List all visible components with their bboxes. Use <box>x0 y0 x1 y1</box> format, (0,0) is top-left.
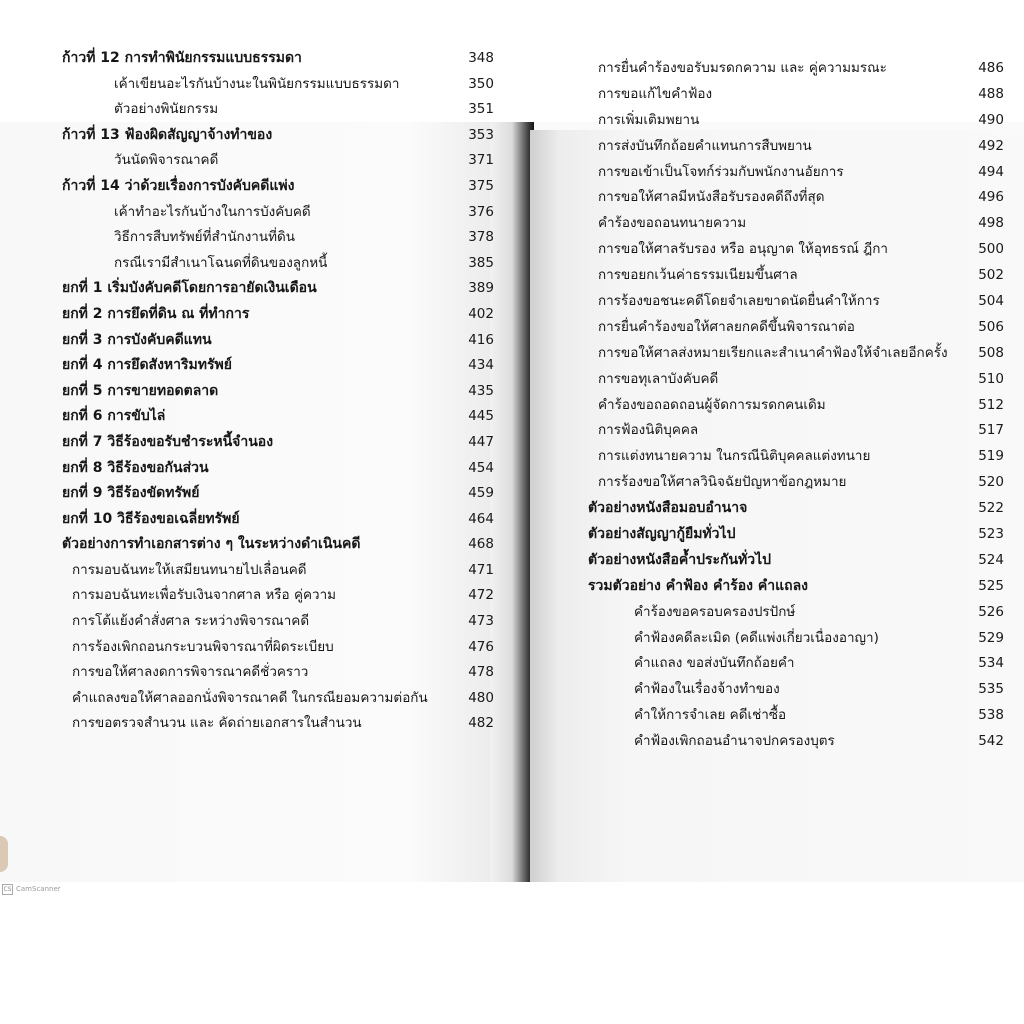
toc-entry <box>62 225 494 251</box>
toc-entry-page-number: 502 <box>978 267 1004 284</box>
toc-entry-page-number: 378 <box>468 229 494 246</box>
toc-entry <box>62 353 494 379</box>
toc-entry-page-number: 447 <box>468 433 494 450</box>
toc-entry <box>62 200 494 226</box>
toc-entry-page-number: 512 <box>978 396 1004 413</box>
toc-entry-page-number: 376 <box>468 203 494 220</box>
toc-entry-title: การขอแก้ไขคำฟ้อง <box>598 85 713 102</box>
toc-entry-page-number: 476 <box>468 638 494 655</box>
toc-entry <box>62 609 494 635</box>
toc-entry-page-number: 353 <box>468 126 494 143</box>
toc-entry-title: การร้องขอชนะคดีโดยจำเลยขาดนัดยื่นคำให้การ <box>598 293 880 310</box>
toc-entry-title: ตัวอย่างพินัยกรรม <box>114 101 219 118</box>
toc-entry-title: เค้าทำอะไรกันบ้างในการบังคับคดี <box>114 203 311 220</box>
toc-entry <box>62 583 494 609</box>
toc-entry-page-number: 402 <box>468 305 494 322</box>
toc-entry-page-number: 488 <box>978 85 1004 102</box>
watermark-text: CamScanner <box>16 885 61 893</box>
toc-entry-title: ตัวอย่างการทำเอกสารต่าง ๆ ในระหว่างดำเนินคดี <box>62 536 361 553</box>
toc-entry-title: การขอเข้าเป็นโจทก์ร่วมกับพนักงานอัยการ <box>598 163 844 180</box>
toc-entry <box>62 123 494 149</box>
toc-entry-page-number: 510 <box>978 370 1004 387</box>
toc-entry <box>588 496 1004 522</box>
toc-entry-page-number: 535 <box>978 681 1004 698</box>
toc-entry-title: ยกที่ 3 การบังคับคดีแทน <box>62 331 212 348</box>
toc-entry-page-number: 348 <box>468 50 494 66</box>
toc-entry <box>62 302 494 328</box>
thumb-edge <box>0 836 8 872</box>
toc-entry <box>588 574 1004 600</box>
toc-entry-title: การขอยกเว้นค่าธรรมเนียมขึ้นศาล <box>598 267 798 284</box>
toc-entry-title: การขอทุเลาบังคับคดี <box>598 370 719 387</box>
toc-entry <box>62 532 494 558</box>
toc-entry-page-number: 445 <box>468 408 494 425</box>
toc-entry-title: ยกที่ 7 วิธีร้องขอรับชำระหนี้จำนอง <box>62 433 274 450</box>
toc-entry-title: ยกที่ 6 การขับไล่ <box>62 408 166 425</box>
toc-entry-page-number: 473 <box>468 613 494 630</box>
toc-entry-page-number: 538 <box>978 707 1004 724</box>
toc-entry-page-number: 434 <box>468 357 494 374</box>
toc-entry <box>62 404 494 430</box>
toc-entry-page-number: 480 <box>468 689 494 706</box>
toc-entry-title: การฟ้องนิติบุคคล <box>598 422 699 439</box>
toc-entry-page-number: 498 <box>978 215 1004 232</box>
toc-entry-page-number: 504 <box>978 293 1004 310</box>
toc-entry <box>62 430 494 456</box>
toc-entry-title: การแต่งทนายความ ในกรณีนิติบุคคลแต่งทนาย <box>598 448 871 465</box>
toc-entry <box>62 328 494 354</box>
toc-entry-title: คำร้องขอถอดถอนผู้จัดการมรดกคนเดิม <box>598 396 826 413</box>
toc-entry <box>62 456 494 482</box>
toc-entry-title: คำแถลง ขอส่งบันทึกถ้อยคำ <box>634 655 795 672</box>
toc-entry <box>588 600 1004 626</box>
toc-entry-title: การขอตรวจสำนวน และ คัดถ่ายเอกสารในสำนวน <box>72 715 362 732</box>
toc-entry <box>588 160 1004 186</box>
toc-entry-page-number: 490 <box>978 111 1004 128</box>
toc-entry <box>62 481 494 507</box>
toc-entry-page-number: 385 <box>468 254 494 271</box>
toc-entry-page-number: 496 <box>978 189 1004 206</box>
toc-entry-title: ยกที่ 8 วิธีร้องขอกันส่วน <box>62 459 209 476</box>
toc-entry <box>62 686 494 712</box>
toc-entry-title: ยกที่ 2 การยึดที่ดิน ณ ที่ทำการ <box>62 305 250 322</box>
toc-entry-title: ยกที่ 5 การขายทอดตลาด <box>62 382 219 399</box>
toc-entry <box>62 46 494 72</box>
toc-entry-title: การมอบฉันทะเพื่อรับเงินจากศาล หรือ คู่ความ <box>72 587 337 604</box>
toc-entry <box>588 393 1004 419</box>
toc-entry-title: ตัวอย่างสัญญากู้ยืมทั่วไป <box>588 526 736 543</box>
toc-entry-page-number: 435 <box>468 382 494 399</box>
toc-entry <box>588 263 1004 289</box>
toc-entry <box>588 522 1004 548</box>
toc-entry-title: การยื่นคำร้องขอรับมรดกความ และ คู่ความมรณะ <box>598 60 887 76</box>
toc-entry-page-number: 492 <box>978 137 1004 154</box>
toc-entry-title: ตัวอย่างหนังสือมอบอำนาจ <box>588 500 748 517</box>
toc-entry-page-number: 375 <box>468 177 494 194</box>
toc-entry-title: ยกที่ 9 วิธีร้องขัดทรัพย์ <box>62 485 200 502</box>
toc-entry-title: วันนัดพิจารณาคดี <box>114 152 219 169</box>
toc-entry <box>588 703 1004 729</box>
toc-entry-title: ยกที่ 10 วิธีร้องขอเฉลี่ยทรัพย์ <box>62 510 240 527</box>
toc-entry-title: การมอบฉันทะให้เสมียนทนายไปเลื่อนคดี <box>72 561 307 578</box>
right-toc-list <box>588 56 1004 755</box>
toc-entry <box>62 558 494 584</box>
toc-entry <box>588 185 1004 211</box>
toc-entry-title: การโต้แย้งคำสั่งศาล ระหว่างพิจารณาคดี <box>72 613 310 630</box>
toc-entry-page-number: 371 <box>468 152 494 169</box>
toc-entry <box>62 635 494 661</box>
toc-entry-title: การเพิ่มเติมพยาน <box>598 111 700 128</box>
toc-entry-page-number: 529 <box>978 629 1004 646</box>
toc-entry-title: กรณีเรามีสำเนาโฉนดที่ดินของลูกหนี้ <box>114 254 328 271</box>
toc-entry-title: การขอให้ศาลส่งหมายเรียกและสำเนาคำฟ้องให้จำเลยอีกครั้ง <box>598 344 948 361</box>
toc-entry-page-number: 524 <box>978 551 1004 568</box>
toc-entry-title: ก้าวที่ 12 การทำพินัยกรรมแบบธรรมดา <box>62 50 302 66</box>
toc-entry-page-number: 482 <box>468 715 494 732</box>
toc-entry-title: การขอให้ศาลมีหนังสือรับรองคดีถึงที่สุด <box>598 189 825 206</box>
toc-entry-page-number: 506 <box>978 318 1004 335</box>
toc-entry-page-number: 526 <box>978 603 1004 620</box>
toc-entry-title: คำแถลงขอให้ศาลออกนั่งพิจารณาคดี ในกรณียอมความต่อกัน <box>72 689 428 706</box>
toc-entry <box>588 677 1004 703</box>
toc-entry <box>62 276 494 302</box>
toc-entry <box>588 315 1004 341</box>
toc-entry-page-number: 468 <box>468 536 494 553</box>
toc-entry <box>62 660 494 686</box>
toc-entry-title: คำฟ้องในเรื่องจ้างทำของ <box>634 681 780 698</box>
toc-entry <box>62 711 494 731</box>
toc-entry-title: คำให้การจำเลย คดีเช่าซื้อ <box>634 707 787 724</box>
toc-entry-title: ตัวอย่างหนังสือค้ำประกันทั่วไป <box>588 551 772 568</box>
toc-entry-page-number: 522 <box>978 500 1004 517</box>
toc-entry-page-number: 464 <box>468 510 494 527</box>
toc-entry-page-number: 454 <box>468 459 494 476</box>
toc-entry-page-number: 351 <box>468 101 494 118</box>
scanner-watermark <box>2 884 61 894</box>
toc-entry <box>588 289 1004 315</box>
toc-entry-title: ก้าวที่ 14 ว่าด้วยเรื่องการบังคับคดีแพ่ง <box>62 177 295 194</box>
left-toc-list <box>62 46 494 731</box>
toc-entry-page-number: 472 <box>468 587 494 604</box>
book-spine <box>490 122 534 882</box>
toc-entry-title: การส่งบันทึกถ้อยคำแทนการสืบพยาน <box>598 137 812 154</box>
toc-entry <box>588 134 1004 160</box>
toc-entry-title: คำฟ้องเพิกถอนอำนาจปกครองบุตร <box>634 733 835 750</box>
toc-entry-title: คำร้องขอถอนทนายความ <box>598 215 747 232</box>
toc-entry-page-number: 542 <box>978 733 1004 750</box>
toc-entry-title: การร้องขอให้ศาลวินิจฉัยปัญหาข้อกฎหมาย <box>598 474 847 491</box>
toc-entry-title: คำร้องขอครอบครองปรปักษ์ <box>634 603 796 620</box>
toc-entry <box>588 626 1004 652</box>
toc-entry-page-number: 520 <box>978 474 1004 491</box>
toc-entry <box>62 251 494 277</box>
toc-entry <box>588 444 1004 470</box>
toc-entry <box>62 507 494 533</box>
toc-entry <box>62 379 494 405</box>
toc-entry-page-number: 350 <box>468 75 494 92</box>
toc-entry <box>62 72 494 98</box>
toc-entry-page-number: 519 <box>978 448 1004 465</box>
toc-entry-page-number: 486 <box>978 60 1004 76</box>
toc-entry-page-number: 478 <box>468 664 494 681</box>
toc-entry <box>588 211 1004 237</box>
toc-entry <box>588 470 1004 496</box>
toc-entry-page-number: 500 <box>978 241 1004 258</box>
toc-entry-title: การขอให้ศาลรับรอง หรือ อนุญาต ให้อุทธรณ์ ฎีกา <box>598 241 888 258</box>
toc-entry <box>588 729 1004 755</box>
camscanner-icon: CS <box>3 885 12 893</box>
toc-entry <box>588 418 1004 444</box>
toc-entry-title: ยกที่ 4 การยึดสังหาริมทรัพย์ <box>62 357 232 374</box>
toc-entry <box>62 97 494 123</box>
toc-entry <box>588 548 1004 574</box>
toc-entry-page-number: 534 <box>978 655 1004 672</box>
toc-entry-title: ก้าวที่ 13 ฟ้องผิดสัญญาจ้างทำของ <box>62 126 273 143</box>
toc-entry-page-number: 459 <box>468 485 494 502</box>
toc-entry-page-number: 508 <box>978 344 1004 361</box>
toc-entry <box>588 367 1004 393</box>
toc-entry-title: คำฟ้องคดีละเมิด (คดีแพ่งเกี่ยวเนื่องอาญา) <box>634 629 879 646</box>
toc-entry-title: การขอให้ศาลงดการพิจารณาคดีชั่วคราว <box>72 664 309 681</box>
toc-entry-page-number: 471 <box>468 561 494 578</box>
toc-entry <box>62 174 494 200</box>
toc-entry-page-number: 517 <box>978 422 1004 439</box>
toc-entry-title: วิธีการสืบทรัพย์ที่สำนักงานที่ดิน <box>114 229 296 246</box>
toc-entry-title: การยื่นคำร้องขอให้ศาลยกคดีขึ้นพิจารณาต่อ <box>598 318 855 335</box>
toc-entry <box>588 651 1004 677</box>
toc-entry-title: เค้าเขียนอะไรกันบ้างนะในพินัยกรรมแบบธรรมดา <box>114 75 400 92</box>
toc-entry <box>588 237 1004 263</box>
toc-entry-page-number: 523 <box>978 526 1004 543</box>
toc-entry <box>588 56 1004 82</box>
toc-entry <box>588 82 1004 108</box>
toc-entry-title: รวมตัวอย่าง คำฟ้อง คำร้อง คำแถลง <box>588 577 809 594</box>
toc-entry-page-number: 525 <box>978 577 1004 594</box>
toc-entry <box>588 341 1004 367</box>
toc-entry-page-number: 494 <box>978 163 1004 180</box>
toc-entry-title: การร้องเพิกถอนกระบวนพิจารณาที่ผิดระเบียบ <box>72 638 334 655</box>
toc-entry-page-number: 416 <box>468 331 494 348</box>
toc-entry <box>588 108 1004 134</box>
toc-entry <box>62 148 494 174</box>
toc-entry-page-number: 389 <box>468 280 494 297</box>
toc-entry-title: ยกที่ 1 เริ่มบังคับคดีโดยการอายัดเงินเดือน <box>62 280 317 297</box>
